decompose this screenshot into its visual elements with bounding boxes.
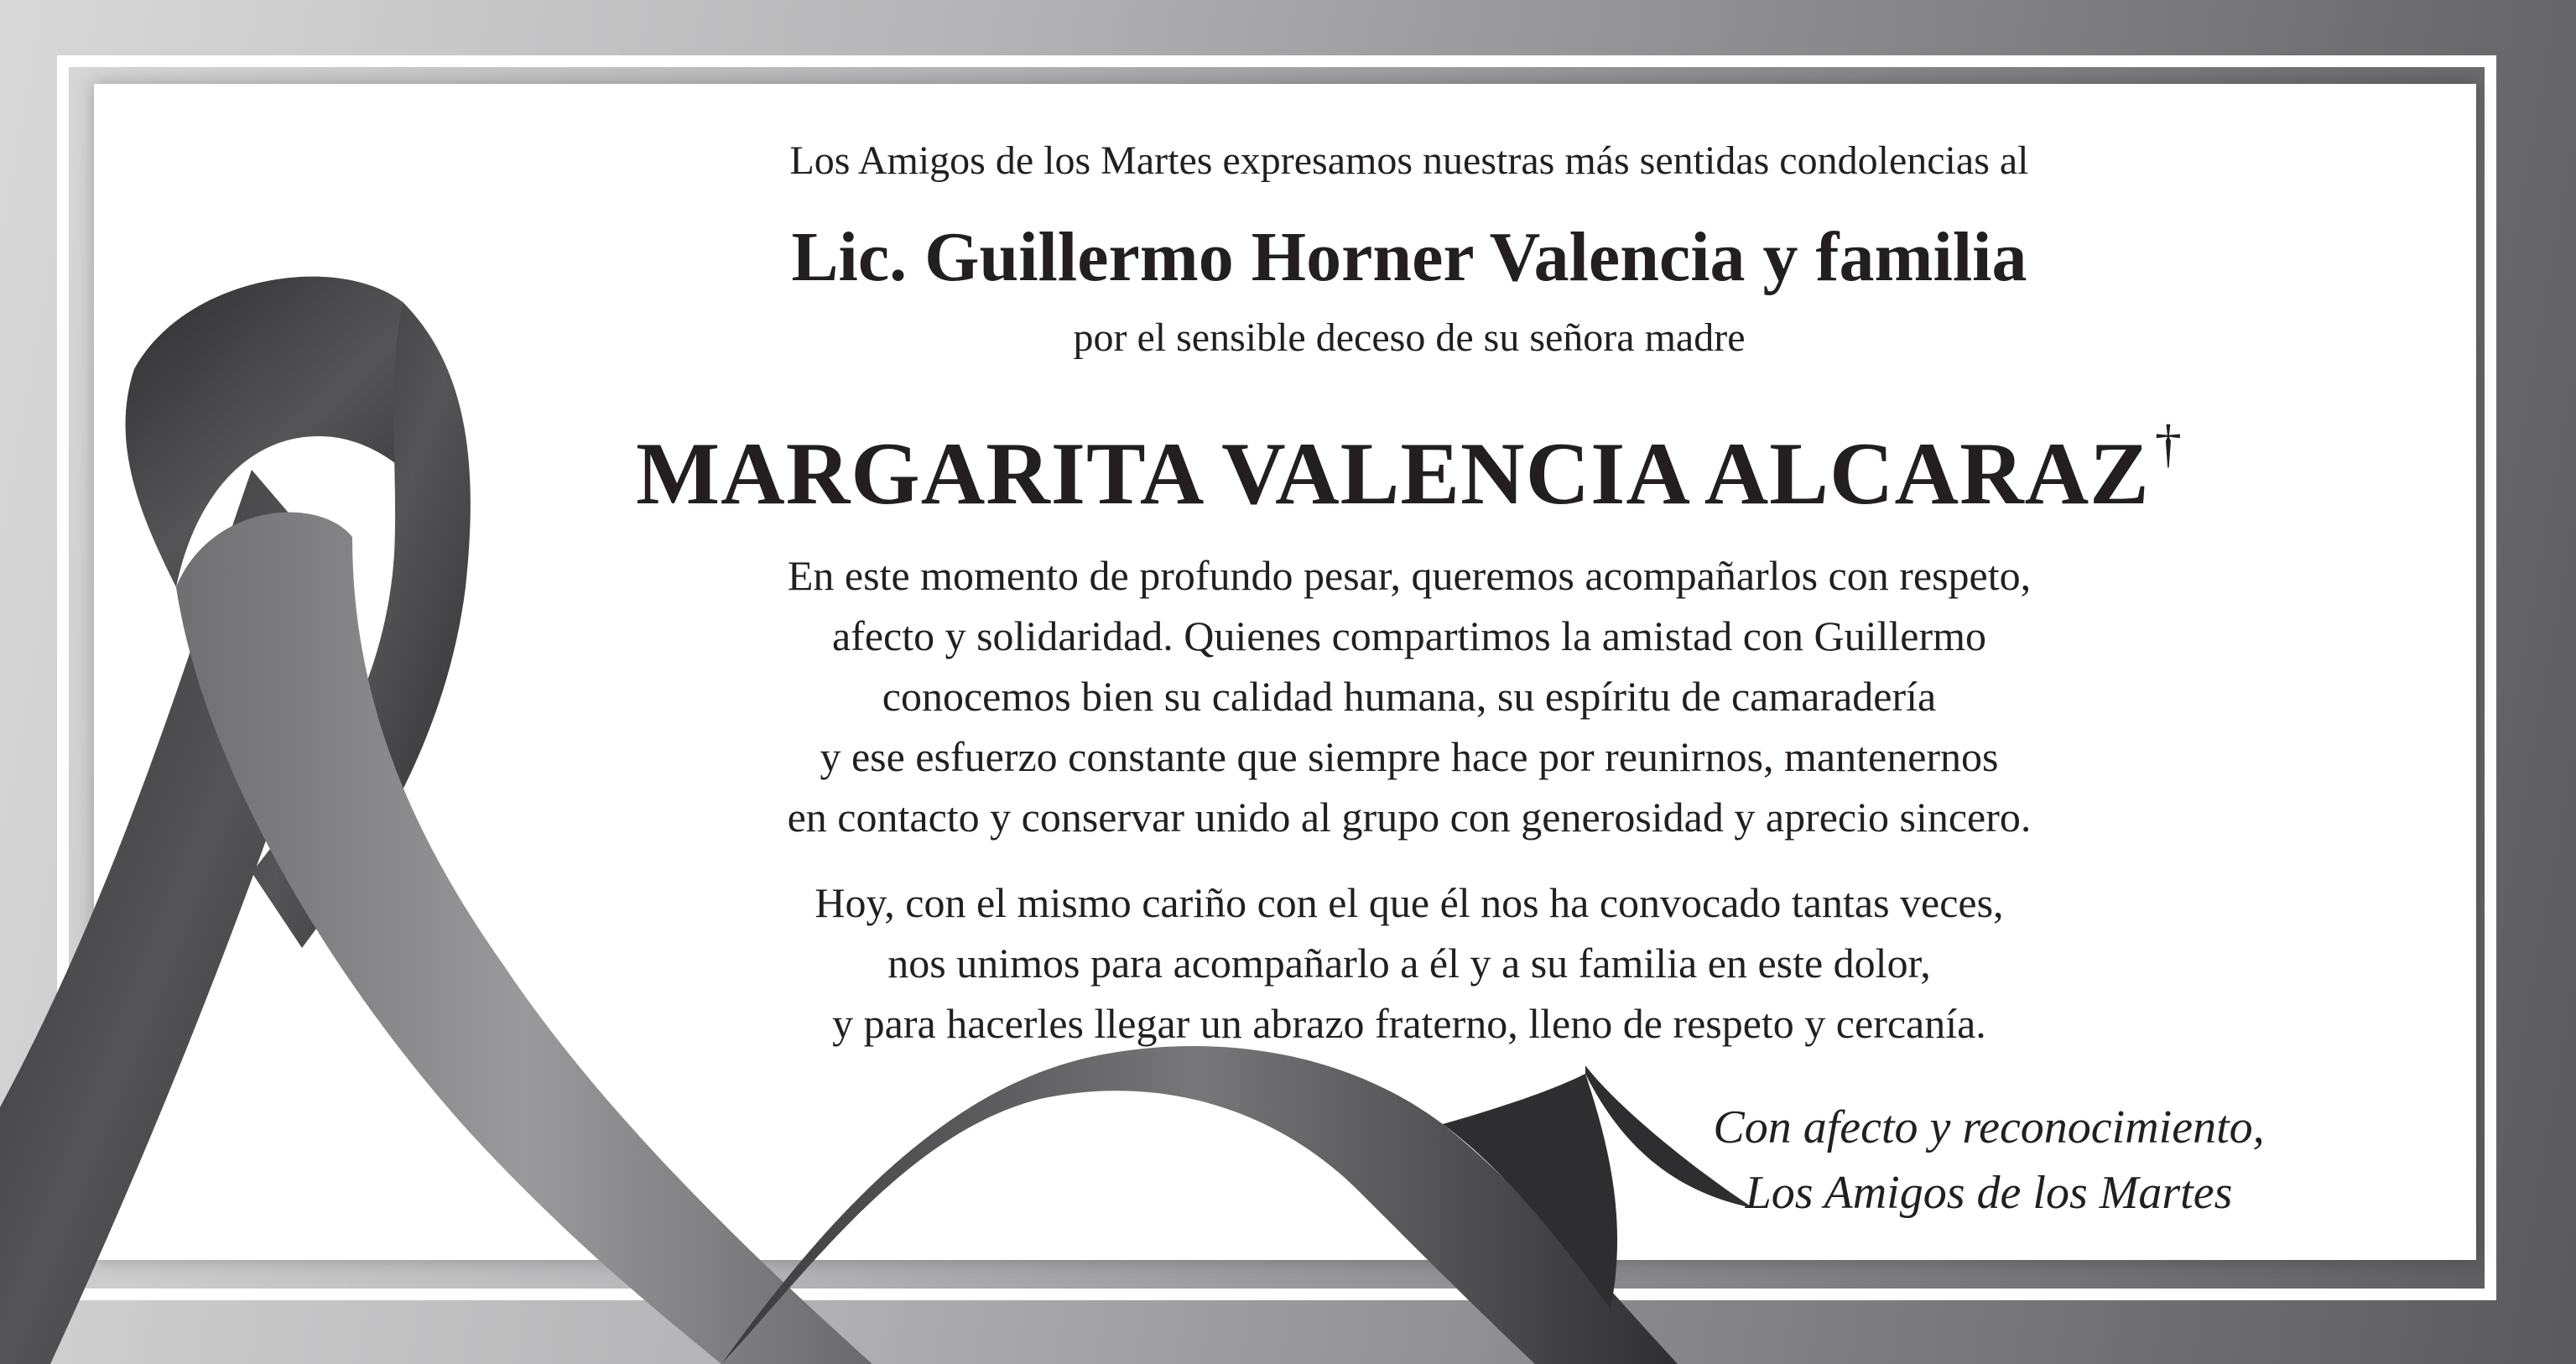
paragraph-2-line: Hoy, con el mismo cariño con el que él nos ha convocado tantas veces,	[814, 879, 2004, 926]
deceased-name: MARGARITA VALENCIA ALCARAZ	[636, 424, 2150, 523]
signature-block	[1611, 1095, 2366, 1226]
paragraph-1-line: conocemos bien su calidad humana, su espíritu de camaradería	[882, 673, 1937, 720]
paragraph-1-line: y ese esfuerzo constante que siempre hace por reunirnos, mantenernos	[820, 733, 1999, 780]
signature-line-1: Con afecto y reconocimiento,	[1713, 1101, 2265, 1153]
paragraph-1-line: En este momento de profundo pesar, queremos acompañarlos con respeto,	[787, 552, 2032, 599]
recipient-name: Lic. Guillermo Horner Valencia y familia	[791, 218, 2027, 296]
intro-line: Los Amigos de los Martes expresamos nuestras más sentidas condolencias al	[789, 138, 2029, 183]
condolence-text	[587, 126, 2231, 1054]
signature-line-2: Los Amigos de los Martes	[1745, 1167, 2233, 1219]
paragraph-2-line: nos unimos para acompañarlo a él y a su familia en este dolor,	[887, 940, 1931, 987]
cross-icon: †	[2154, 414, 2183, 473]
paragraph-1-line: en contacto y conservar unido al grupo con generosidad y aprecio sincero.	[787, 794, 2032, 841]
paragraph-2-line: y para hacerles llegar un abrazo fraterno, lleno de respeto y cercanía.	[832, 1000, 1986, 1047]
deceased-name-line	[587, 389, 2231, 528]
paragraph-1-line: afecto y solidaridad. Quienes compartimos la amistad con Guillermo	[831, 612, 1986, 659]
paragraph-gap	[587, 847, 2231, 872]
deceased-intro-line: por el sensible deceso de su señora madre	[1073, 315, 1746, 360]
